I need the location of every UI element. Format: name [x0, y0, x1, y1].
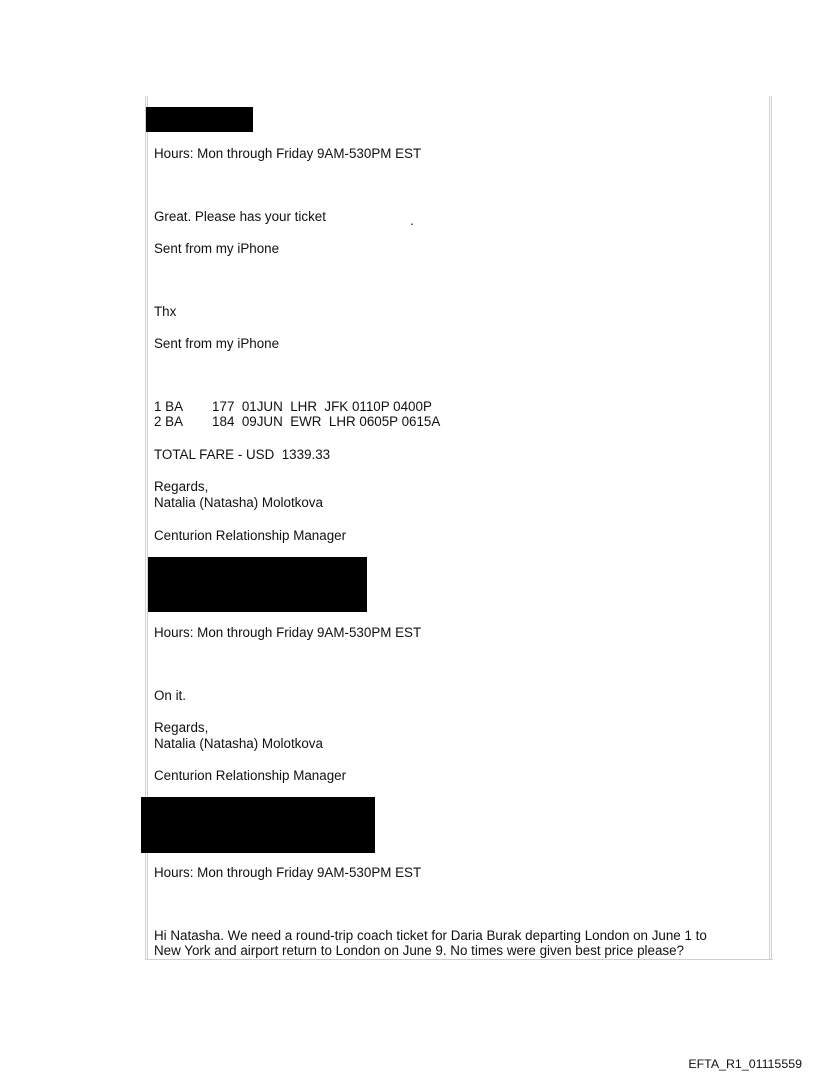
- sender-name: Natalia (Natasha) Molotkova: [154, 495, 323, 510]
- hours-line: Hours: Mon through Friday 9AM-530PM EST: [154, 625, 422, 640]
- trailing-mark: .: [410, 213, 414, 228]
- sender-title: Centurion Relationship Manager: [154, 528, 347, 543]
- itinerary-segment-1: 1 BA 177 01JUN LHR JFK 0110P 0400P: [154, 399, 432, 414]
- redaction-block: [141, 797, 375, 853]
- redaction-block: [148, 557, 367, 612]
- regards-line: Regards,: [154, 720, 209, 735]
- sent-from-signature: Sent from my iPhone: [154, 336, 280, 351]
- sender-title: Centurion Relationship Manager: [154, 768, 347, 783]
- itinerary-segment-2: 2 BA 184 09JUN EWR LHR 0605P 0615A: [154, 414, 441, 429]
- hours-line: Hours: Mon through Friday 9AM-530PM EST: [154, 865, 422, 880]
- message-body: On it.: [154, 688, 186, 703]
- message-body-line-2: New York and airport return to London on June 9. No times were given best price please?: [154, 943, 684, 958]
- message-body: Thx: [154, 304, 177, 319]
- message-body-line-1: Hi Natasha. We need a round-trip coach ticket for Daria Burak departing London on June 1 to: [154, 928, 707, 943]
- regards-line: Regards,: [154, 479, 209, 494]
- frame-bottom-border: [145, 959, 773, 960]
- total-fare: TOTAL FARE - USD 1339.33: [154, 447, 331, 462]
- message-body: Great. Please has your ticket: [154, 209, 326, 224]
- sent-from-signature: Sent from my iPhone: [154, 241, 280, 256]
- document-id: EFTA_R1_01115559: [688, 1057, 802, 1071]
- redaction-block: [146, 107, 253, 132]
- frame-right-border: [769, 96, 773, 960]
- sender-name: Natalia (Natasha) Molotkova: [154, 736, 323, 751]
- hours-line: Hours: Mon through Friday 9AM-530PM EST: [154, 146, 422, 161]
